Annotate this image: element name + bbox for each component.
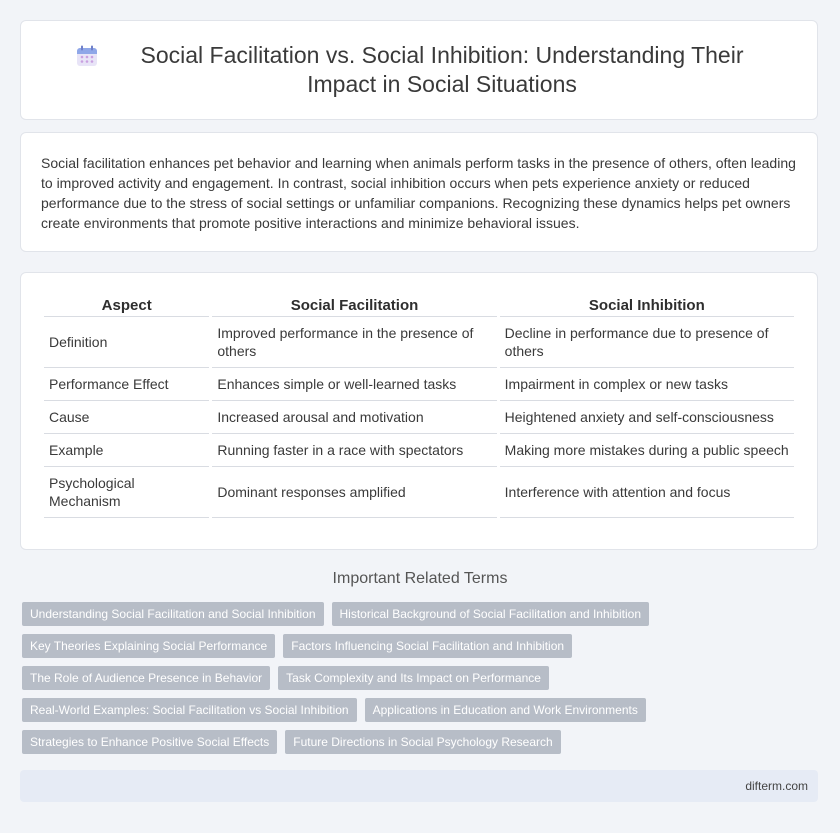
tag-row xyxy=(22,666,722,690)
table-cell-facilitation: Dominant responses amplified xyxy=(212,467,496,518)
table-cell-aspect: Example xyxy=(44,434,209,467)
table-cell-inhibition: Interference with attention and focus xyxy=(500,467,794,518)
table-cell-aspect: Definition xyxy=(44,317,209,368)
table-cell-facilitation: Running faster in a race with spectators xyxy=(212,434,496,467)
intro-card xyxy=(20,132,818,252)
tag-row xyxy=(22,698,722,722)
page-title: Social Facilitation vs. Social Inhibition: Understanding Their Impact in Social Situations xyxy=(140,42,744,97)
related-term-tag[interactable]: Strategies to Enhance Positive Social Effects xyxy=(22,730,277,754)
footer-site-link[interactable]: difterm.com xyxy=(745,779,808,793)
comparison-table-card xyxy=(20,272,818,550)
table-cell-aspect: Cause xyxy=(44,401,209,434)
table-row xyxy=(44,317,794,368)
related-term-tag[interactable]: Historical Background of Social Facilitation and Inhibition xyxy=(332,602,650,626)
related-terms-heading: Important Related Terms xyxy=(332,570,508,587)
table-header-row xyxy=(44,293,794,317)
tag-row xyxy=(22,730,722,754)
related-term-tag[interactable]: Real-World Examples: Social Facilitation vs Social Inhibition xyxy=(22,698,357,722)
related-terms-list xyxy=(22,602,722,762)
calendar-icon xyxy=(76,45,98,67)
column-header-aspect: Aspect xyxy=(44,293,209,317)
table-row xyxy=(44,467,794,518)
table-cell-facilitation: Improved performance in the presence of others xyxy=(212,317,496,368)
intro-paragraph: Social facilitation enhances pet behavior and learning when animals perform tasks in the presence of others, often leading to improved activity and engagement. In contrast, social inhibition occurs when pets experience anxiety or reduced performance due to the stress of social settings or unfamiliar companions. Recognizing these dynamics helps pet owners create environments that promote positive interactions and minimize behavioral issues. xyxy=(41,155,796,231)
table-cell-inhibition: Heightened anxiety and self-consciousness xyxy=(500,401,794,434)
table-cell-facilitation: Enhances simple or well-learned tasks xyxy=(212,368,496,401)
related-term-tag[interactable]: Understanding Social Facilitation and Social Inhibition xyxy=(22,602,324,626)
table-cell-inhibition: Impairment in complex or new tasks xyxy=(500,368,794,401)
related-term-tag[interactable]: Applications in Education and Work Environments xyxy=(365,698,646,722)
table-cell-inhibition: Making more mistakes during a public speech xyxy=(500,434,794,467)
table-row xyxy=(44,434,794,467)
footer-bar xyxy=(20,770,818,802)
comparison-table xyxy=(41,293,797,518)
related-term-tag[interactable]: The Role of Audience Presence in Behavior xyxy=(22,666,270,690)
tag-row xyxy=(22,634,722,658)
table-row xyxy=(44,401,794,434)
header-card xyxy=(20,20,818,120)
related-term-tag[interactable]: Task Complexity and Its Impact on Performance xyxy=(278,666,549,690)
table-cell-aspect: Performance Effect xyxy=(44,368,209,401)
related-term-tag[interactable]: Factors Influencing Social Facilitation and Inhibition xyxy=(283,634,572,658)
tag-row xyxy=(22,602,722,626)
column-header-social-inhibition: Social Inhibition xyxy=(500,293,794,317)
table-row xyxy=(44,368,794,401)
column-header-social-facilitation: Social Facilitation xyxy=(212,293,496,317)
table-cell-facilitation: Increased arousal and motivation xyxy=(212,401,496,434)
table-cell-inhibition: Decline in performance due to presence of others xyxy=(500,317,794,368)
related-term-tag[interactable]: Future Directions in Social Psychology Research xyxy=(285,730,560,754)
related-term-tag[interactable]: Key Theories Explaining Social Performance xyxy=(22,634,275,658)
table-cell-aspect: Psychological Mechanism xyxy=(44,467,209,518)
